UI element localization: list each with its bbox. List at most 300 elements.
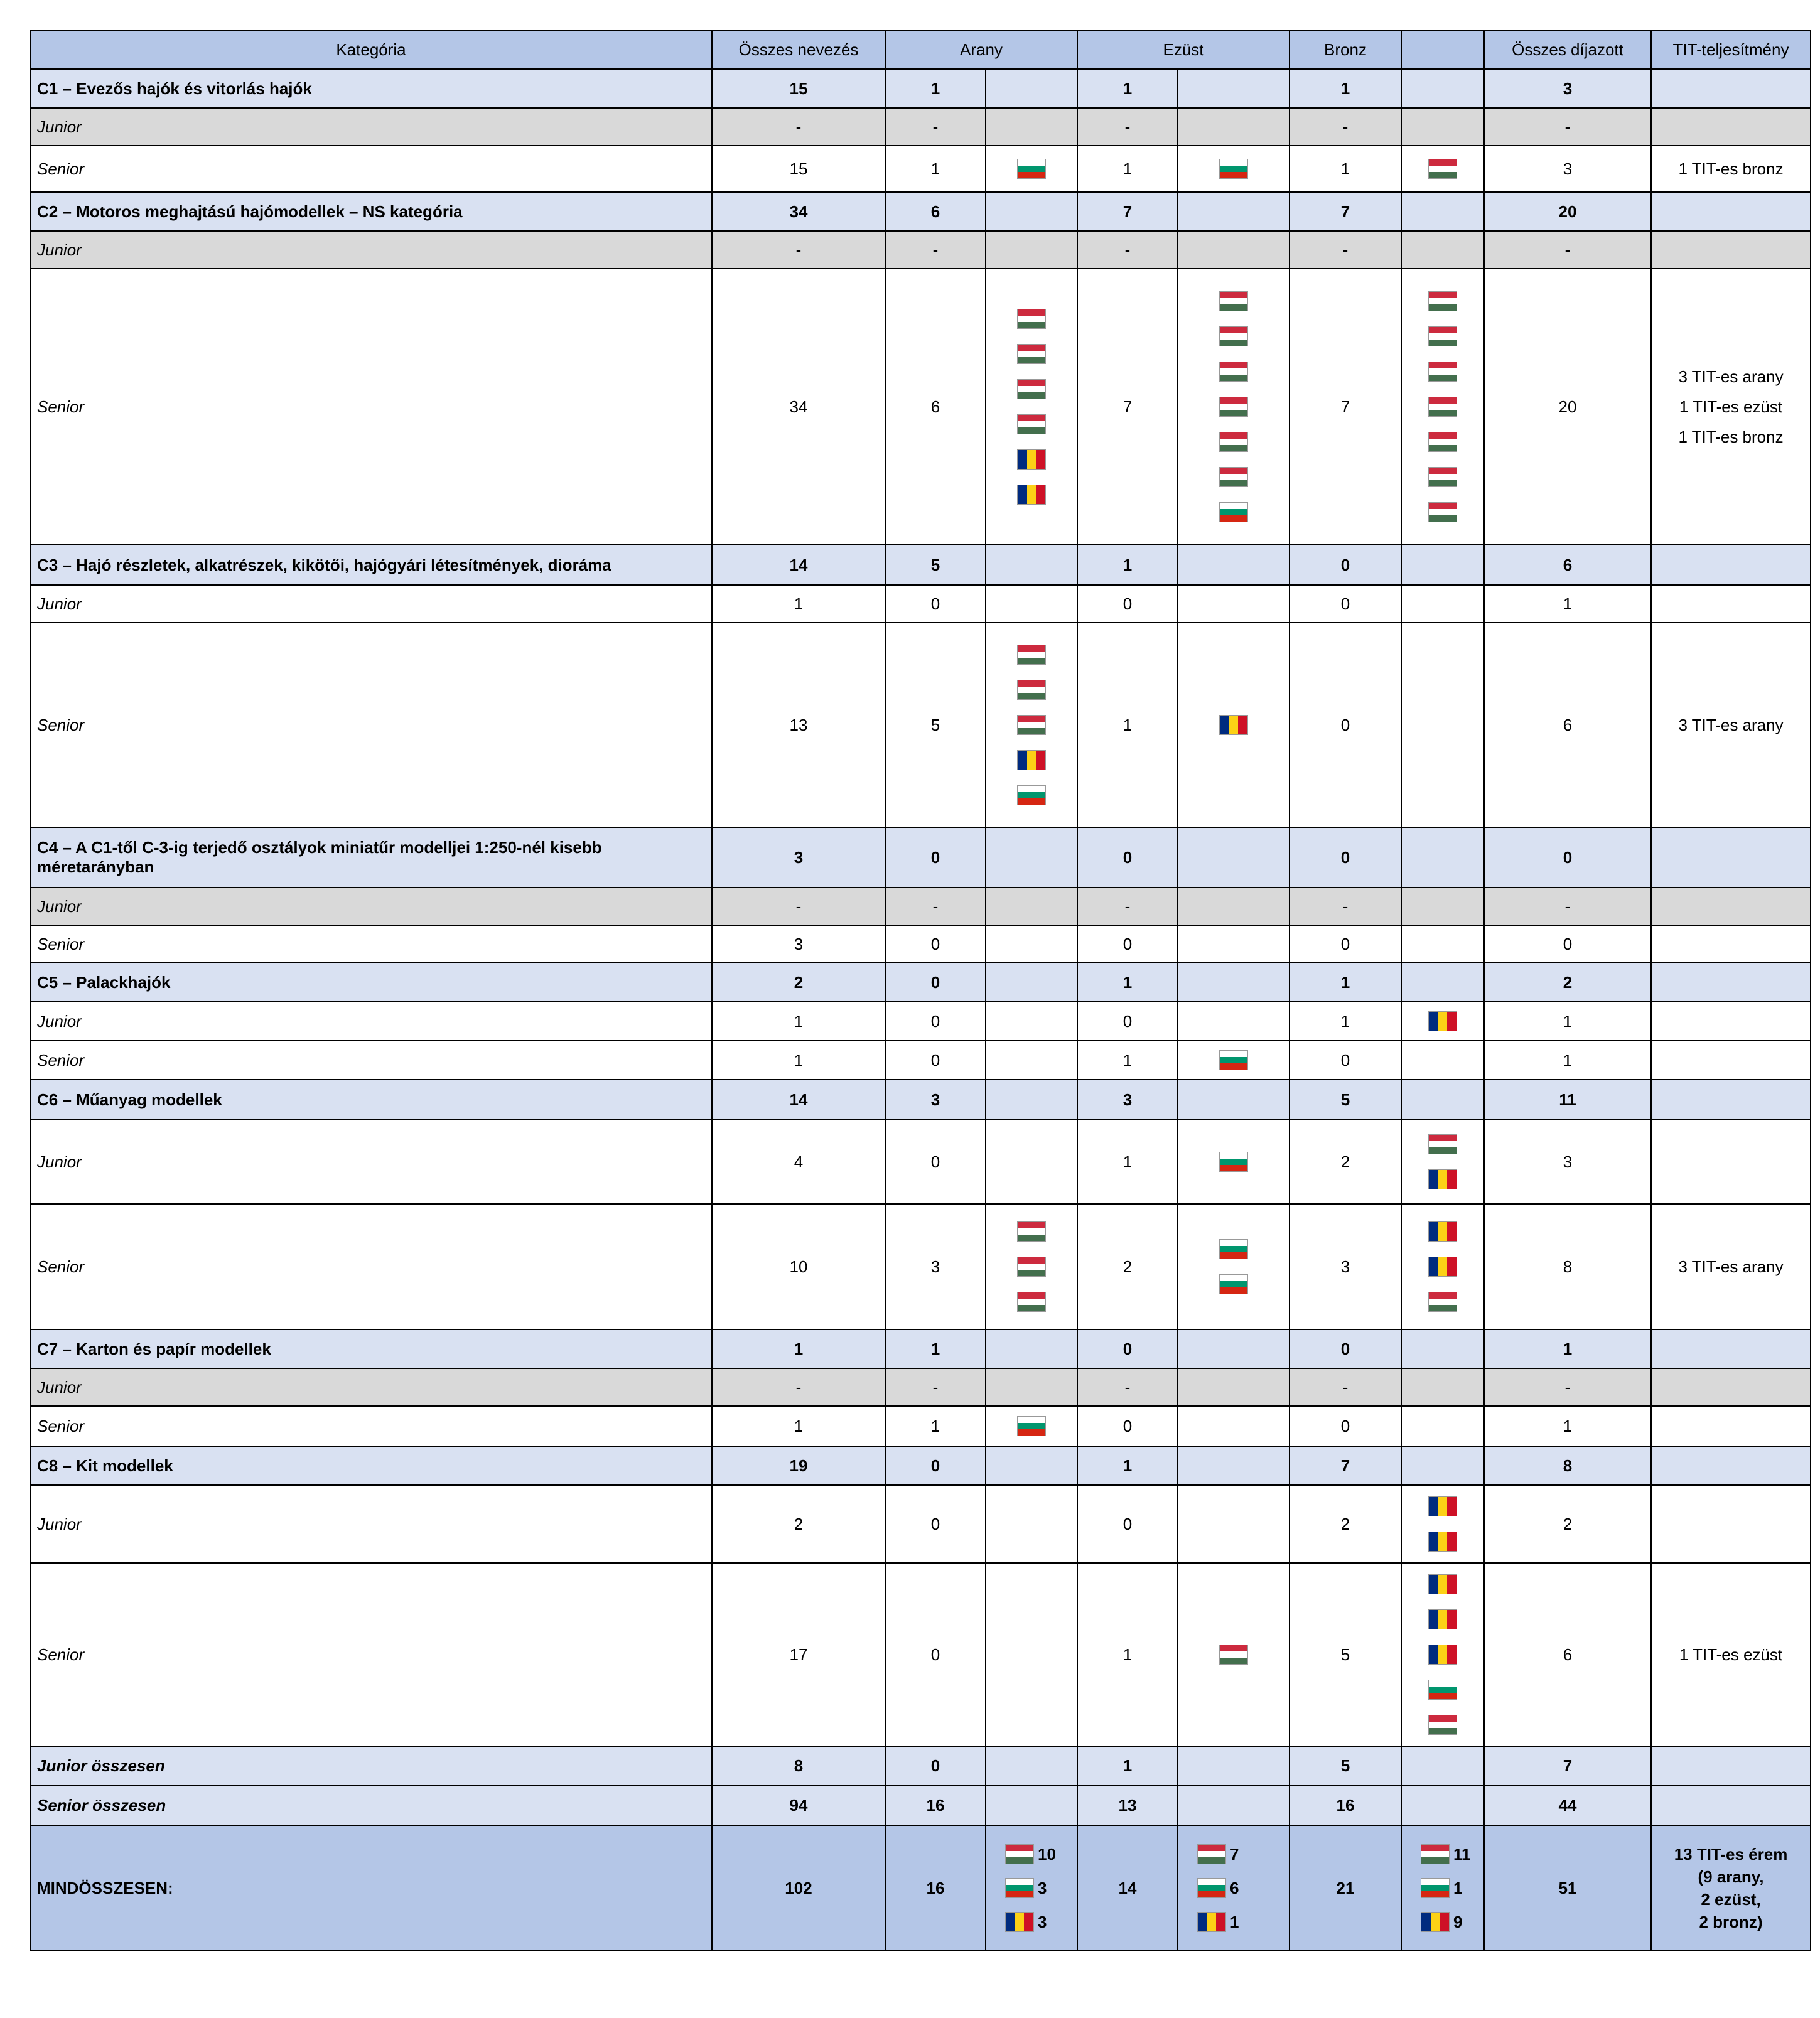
gold-flags — [986, 1785, 1077, 1825]
silver-flags — [1178, 888, 1290, 925]
awarded-count: 44 — [1484, 1785, 1651, 1825]
total-entries: 1 — [712, 1406, 885, 1446]
country-count-stack — [986, 1844, 1077, 1932]
gold-count: 0 — [885, 1563, 986, 1746]
gold-count: 5 — [885, 545, 986, 585]
awarded-count: 3 — [1484, 69, 1651, 108]
gold-flags — [986, 1329, 1077, 1368]
subcategory-row — [30, 888, 1811, 925]
grand-total-label: MINDÖSSZESEN: — [30, 1825, 712, 1951]
tit-achievement — [1651, 545, 1811, 585]
subcategory-row — [30, 1204, 1811, 1329]
tit-achievement — [1651, 231, 1811, 269]
tit-achievement — [1651, 963, 1811, 1002]
hungary-flag — [1197, 1844, 1226, 1864]
flag-stack — [1402, 1011, 1483, 1031]
bronze-count: - — [1290, 1368, 1401, 1406]
silver-flags — [1178, 1446, 1290, 1485]
hungary-flag — [1017, 1292, 1046, 1312]
hungary-flag — [1219, 432, 1248, 452]
tit-achievement — [1651, 1368, 1811, 1406]
bronze-count: 0 — [1290, 1406, 1401, 1446]
total-entries: 19 — [712, 1446, 885, 1485]
tit-line: 1 TIT-es ezüst — [1679, 1645, 1783, 1664]
country-count-value: 9 — [1453, 1912, 1463, 1931]
tit-achievement — [1651, 269, 1811, 545]
awarded-count: 8 — [1484, 1204, 1651, 1329]
silver-count: 1 — [1077, 1446, 1178, 1485]
silver-flags — [1178, 1406, 1290, 1446]
tit-line: 1 TIT-es bronz — [1678, 159, 1784, 178]
gold-flags — [986, 1563, 1077, 1746]
silver-count: 1 — [1077, 545, 1178, 585]
flag-stack — [986, 1416, 1077, 1436]
country-count-value: 7 — [1230, 1844, 1239, 1864]
bronze-count: 0 — [1290, 1041, 1401, 1080]
category-label: Senior — [30, 925, 712, 963]
grand-silver-flags — [1178, 1825, 1290, 1951]
bulgaria-flag — [1197, 1878, 1226, 1898]
silver-flags — [1178, 1204, 1290, 1329]
total-entries: 10 — [712, 1204, 885, 1329]
total-entries: 3 — [712, 827, 885, 888]
silver-count: 0 — [1077, 1002, 1178, 1041]
tit-line: 3 TIT-es arany — [1678, 716, 1784, 734]
category-label: Senior — [30, 269, 712, 545]
awarded-count: 2 — [1484, 963, 1651, 1002]
flag-stack — [1402, 159, 1483, 179]
header-gold: Arany — [885, 30, 1077, 69]
romania-flag — [1428, 1011, 1457, 1031]
subcategory-row — [30, 1120, 1811, 1204]
silver-count: 2 — [1077, 1204, 1178, 1329]
bronze-flags — [1401, 888, 1484, 925]
silver-count: 7 — [1077, 192, 1178, 231]
silver-flags — [1178, 925, 1290, 963]
gold-flags — [986, 888, 1077, 925]
category-row — [30, 1446, 1811, 1485]
flag-stack — [1178, 715, 1289, 735]
subcategory-row — [30, 146, 1811, 192]
tit-achievement — [1651, 888, 1811, 925]
romania-flag — [1219, 715, 1248, 735]
romania-flag — [1428, 1609, 1457, 1629]
country-count-value: 3 — [1038, 1878, 1047, 1897]
tit-achievement — [1651, 925, 1811, 963]
total-entries: 2 — [712, 1485, 885, 1563]
subcategory-row — [30, 231, 1811, 269]
gold-flags — [986, 1080, 1077, 1120]
gold-count: 6 — [885, 269, 986, 545]
awarded-count: 6 — [1484, 1563, 1651, 1746]
romania-flag — [1005, 1912, 1034, 1932]
awarded-count: 8 — [1484, 1446, 1651, 1485]
gold-flags — [986, 925, 1077, 963]
total-entries: 1 — [712, 1041, 885, 1080]
subcategory-row — [30, 108, 1811, 146]
awarded-count: 11 — [1484, 1080, 1651, 1120]
tit-line: 3 TIT-es arany — [1678, 367, 1784, 386]
category-label: Junior — [30, 108, 712, 146]
gold-count: 0 — [885, 925, 986, 963]
total-entries: 15 — [712, 146, 885, 192]
silver-flags — [1178, 1563, 1290, 1746]
bronze-count: 1 — [1290, 69, 1401, 108]
total-entries: 14 — [712, 1080, 885, 1120]
gold-count: 0 — [885, 1120, 986, 1204]
gold-count: 0 — [885, 1746, 986, 1785]
bronze-flags — [1401, 269, 1484, 545]
silver-flags — [1178, 963, 1290, 1002]
bronze-count: - — [1290, 108, 1401, 146]
bronze-flags — [1401, 1785, 1484, 1825]
total-entries: 2 — [712, 963, 885, 1002]
tit-achievement — [1651, 1446, 1811, 1485]
country-count — [1005, 1878, 1047, 1898]
bulgaria-flag — [1219, 1239, 1248, 1259]
category-label: C8 – Kit modellek — [30, 1446, 712, 1485]
silver-count: 1 — [1077, 69, 1178, 108]
header-total: Összes nevezés — [712, 30, 885, 69]
subcategory-row — [30, 1563, 1811, 1746]
category-label: C3 – Hajó részletek, alkatrészek, kikötői, hajógyári létesítmények, dioráma — [30, 545, 712, 585]
silver-count: 0 — [1077, 1485, 1178, 1563]
category-label: Junior — [30, 231, 712, 269]
grand-tit-line: 2 bronz) — [1699, 1913, 1763, 1931]
category-row — [30, 192, 1811, 231]
bronze-count: 0 — [1290, 1329, 1401, 1368]
romania-flag — [1428, 1532, 1457, 1552]
grand-total-entries: 102 — [712, 1825, 885, 1951]
bulgaria-flag — [1421, 1878, 1450, 1898]
gold-flags — [986, 545, 1077, 585]
category-label: C2 – Motoros meghajtású hajómodellek – NS kategória — [30, 192, 712, 231]
category-row — [30, 1329, 1811, 1368]
silver-count: 1 — [1077, 1041, 1178, 1080]
bulgaria-flag — [1219, 1274, 1248, 1294]
category-row — [30, 963, 1811, 1002]
silver-count: 1 — [1077, 623, 1178, 827]
category-row — [30, 545, 1811, 585]
gold-flags — [986, 69, 1077, 108]
flag-stack — [986, 1221, 1077, 1312]
tit-lines — [1658, 154, 1804, 184]
country-count-value: 6 — [1230, 1878, 1239, 1897]
total-entries: - — [712, 888, 885, 925]
silver-count: 13 — [1077, 1785, 1178, 1825]
awarded-count: 6 — [1484, 545, 1651, 585]
total-entries: - — [712, 108, 885, 146]
grand-awarded-count: 51 — [1484, 1825, 1651, 1951]
category-label: C6 – Műanyag modellek — [30, 1080, 712, 1120]
silver-flags — [1178, 1485, 1290, 1563]
romania-flag — [1428, 1645, 1457, 1665]
hungary-flag — [1219, 1645, 1248, 1665]
total-entries: 1 — [712, 585, 885, 623]
silver-flags — [1178, 1120, 1290, 1204]
bronze-flags — [1401, 963, 1484, 1002]
gold-count: - — [885, 888, 986, 925]
flag-stack — [1402, 1574, 1483, 1735]
category-label: Junior — [30, 585, 712, 623]
country-count — [1005, 1912, 1047, 1932]
subcategory-row — [30, 1746, 1811, 1785]
flag-stack — [1178, 159, 1289, 179]
bronze-count: 7 — [1290, 269, 1401, 545]
total-entries: 1 — [712, 1329, 885, 1368]
flag-stack — [986, 309, 1077, 505]
category-label: Senior — [30, 1041, 712, 1080]
category-label: C5 – Palackhajók — [30, 963, 712, 1002]
silver-flags — [1178, 231, 1290, 269]
gold-count: 0 — [885, 1485, 986, 1563]
silver-count: 0 — [1077, 827, 1178, 888]
hungary-flag — [1428, 432, 1457, 452]
bronze-flags — [1401, 1041, 1484, 1080]
category-row — [30, 69, 1811, 108]
tit-achievement — [1651, 1485, 1811, 1563]
hungary-flag — [1017, 344, 1046, 364]
category-label: Senior — [30, 1204, 712, 1329]
gold-flags — [986, 585, 1077, 623]
bulgaria-flag — [1005, 1878, 1034, 1898]
grand-tit-line: 2 ezüst, — [1701, 1890, 1761, 1909]
bronze-flags — [1401, 1746, 1484, 1785]
bulgaria-flag — [1219, 1050, 1248, 1070]
grand-tit-achievement — [1651, 1825, 1811, 1951]
hungary-flag — [1428, 291, 1457, 311]
silver-flags — [1178, 1746, 1290, 1785]
bronze-flags — [1401, 1080, 1484, 1120]
awarded-count: 0 — [1484, 925, 1651, 963]
bronze-count: 2 — [1290, 1120, 1401, 1204]
gold-count: 1 — [885, 1406, 986, 1446]
romania-flag — [1428, 1257, 1457, 1277]
grand-bronze-count: 21 — [1290, 1825, 1401, 1951]
gold-count: - — [885, 231, 986, 269]
bronze-flags — [1401, 925, 1484, 963]
awarded-count: 0 — [1484, 827, 1651, 888]
subcategory-row — [30, 1368, 1811, 1406]
bronze-count: 7 — [1290, 192, 1401, 231]
silver-count: 0 — [1077, 585, 1178, 623]
total-entries: 14 — [712, 545, 885, 585]
hungary-flag — [1219, 397, 1248, 417]
bronze-flags — [1401, 1329, 1484, 1368]
hungary-flag — [1017, 645, 1046, 665]
bronze-count: 5 — [1290, 1080, 1401, 1120]
country-count-value: 10 — [1038, 1844, 1056, 1864]
flag-stack — [1178, 1645, 1289, 1665]
gold-count: 1 — [885, 69, 986, 108]
gold-flags — [986, 1406, 1077, 1446]
country-count — [1421, 1878, 1462, 1898]
subcategory-row — [30, 623, 1811, 827]
bronze-flags — [1401, 545, 1484, 585]
subcategory-row — [30, 1406, 1811, 1446]
country-count-stack — [1178, 1844, 1289, 1932]
category-label: Junior — [30, 1002, 712, 1041]
header-awarded: Összes díjazott — [1484, 30, 1651, 69]
tit-achievement — [1651, 623, 1811, 827]
tit-lines — [1658, 710, 1804, 740]
tit-achievement — [1651, 1746, 1811, 1785]
bronze-count: 1 — [1290, 1002, 1401, 1041]
total-entries: 1 — [712, 1002, 885, 1041]
hungary-flag — [1428, 159, 1457, 179]
silver-flags — [1178, 1080, 1290, 1120]
awarded-count: 1 — [1484, 1041, 1651, 1080]
results-table — [30, 30, 1811, 1951]
tit-achievement — [1651, 1563, 1811, 1746]
hungary-flag — [1017, 414, 1046, 434]
bronze-flags — [1401, 1485, 1484, 1563]
silver-flags — [1178, 1785, 1290, 1825]
hungary-flag — [1017, 309, 1046, 329]
awarded-count: - — [1484, 108, 1651, 146]
tit-line: 3 TIT-es arany — [1678, 1257, 1784, 1276]
awarded-count: 7 — [1484, 1746, 1651, 1785]
bulgaria-flag — [1017, 159, 1046, 179]
awarded-count: 20 — [1484, 269, 1651, 545]
country-count-stack — [1402, 1844, 1483, 1932]
tit-line: 1 TIT-es ezüst — [1679, 397, 1783, 416]
hungary-flag — [1219, 467, 1248, 487]
silver-flags — [1178, 1002, 1290, 1041]
silver-count: 3 — [1077, 1080, 1178, 1120]
silver-count: 1 — [1077, 1746, 1178, 1785]
silver-count: - — [1077, 888, 1178, 925]
flag-stack — [1402, 291, 1483, 522]
gold-flags — [986, 192, 1077, 231]
subcategory-row — [30, 585, 1811, 623]
tit-lines — [1658, 1252, 1804, 1282]
silver-count: - — [1077, 108, 1178, 146]
category-label: Junior összesen — [30, 1746, 712, 1785]
category-label: Junior — [30, 1368, 712, 1406]
bronze-flags — [1401, 1446, 1484, 1485]
gold-flags — [986, 963, 1077, 1002]
flag-stack — [1402, 1134, 1483, 1189]
bronze-flags — [1401, 827, 1484, 888]
silver-flags — [1178, 1041, 1290, 1080]
country-count — [1005, 1844, 1056, 1864]
hungary-flag — [1017, 1221, 1046, 1242]
romania-flag — [1197, 1912, 1226, 1932]
gold-flags — [986, 1368, 1077, 1406]
tit-line: 1 TIT-es bronz — [1678, 427, 1784, 446]
grand-gold-flags — [986, 1825, 1077, 1951]
gold-count: 0 — [885, 827, 986, 888]
hungary-flag — [1421, 1844, 1450, 1864]
header-tit: TIT-teljesítmény — [1651, 30, 1811, 69]
bronze-count: 2 — [1290, 1485, 1401, 1563]
gold-flags — [986, 623, 1077, 827]
gold-flags — [986, 1204, 1077, 1329]
category-row — [30, 827, 1811, 888]
tit-achievement — [1651, 1204, 1811, 1329]
hungary-flag — [1219, 362, 1248, 382]
flag-stack — [1402, 1496, 1483, 1552]
gold-flags — [986, 108, 1077, 146]
flag-stack — [986, 159, 1077, 179]
flag-stack — [986, 645, 1077, 805]
tit-achievement — [1651, 1002, 1811, 1041]
gold-count: - — [885, 1368, 986, 1406]
category-label: C7 – Karton és papír modellek — [30, 1329, 712, 1368]
silver-count: 7 — [1077, 269, 1178, 545]
bronze-flags — [1401, 585, 1484, 623]
grand-tit-line: 13 TIT-es érem — [1674, 1845, 1788, 1864]
header-category: Kategória — [30, 30, 712, 69]
hungary-flag — [1428, 467, 1457, 487]
tit-achievement — [1651, 1120, 1811, 1204]
gold-count: 0 — [885, 1002, 986, 1041]
romania-flag — [1017, 449, 1046, 470]
flag-stack — [1178, 1152, 1289, 1172]
bronze-count: 3 — [1290, 1204, 1401, 1329]
total-entries: 94 — [712, 1785, 885, 1825]
bronze-count: - — [1290, 231, 1401, 269]
awarded-count: 3 — [1484, 1120, 1651, 1204]
category-label: Senior — [30, 146, 712, 192]
gold-flags — [986, 1446, 1077, 1485]
hungary-flag — [1428, 1134, 1457, 1154]
total-entries: 15 — [712, 69, 885, 108]
category-label: Junior — [30, 1120, 712, 1204]
bronze-count: 0 — [1290, 545, 1401, 585]
silver-flags — [1178, 269, 1290, 545]
category-label: Senior összesen — [30, 1785, 712, 1825]
hungary-flag — [1428, 1715, 1457, 1735]
awarded-count: 1 — [1484, 1329, 1651, 1368]
category-label: C4 – A C1-től C-3-ig terjedő osztályok miniatűr modelljei 1:250-nél kisebb méretarányban — [30, 827, 712, 888]
silver-flags — [1178, 69, 1290, 108]
hungary-flag — [1219, 326, 1248, 346]
bulgaria-flag — [1017, 785, 1046, 805]
total-entries: 17 — [712, 1563, 885, 1746]
subcategory-row — [30, 1485, 1811, 1563]
tit-achievement — [1651, 1785, 1811, 1825]
bronze-flags — [1401, 1563, 1484, 1746]
gold-flags — [986, 1120, 1077, 1204]
hungary-flag — [1017, 1257, 1046, 1277]
tit-achievement — [1651, 1080, 1811, 1120]
category-label: Junior — [30, 888, 712, 925]
silver-flags — [1178, 192, 1290, 231]
bronze-flags — [1401, 1368, 1484, 1406]
bronze-count: 5 — [1290, 1746, 1401, 1785]
header-bronze-flags — [1401, 30, 1484, 69]
awarded-count: - — [1484, 1368, 1651, 1406]
tit-achievement — [1651, 146, 1811, 192]
awarded-count: 20 — [1484, 192, 1651, 231]
awarded-count: 1 — [1484, 1002, 1651, 1041]
awarded-count: 3 — [1484, 146, 1651, 192]
hungary-flag — [1428, 502, 1457, 522]
bronze-flags — [1401, 108, 1484, 146]
silver-count: 0 — [1077, 1329, 1178, 1368]
hungary-flag — [1005, 1844, 1034, 1864]
grand-total-row — [30, 1825, 1811, 1951]
total-entries: 34 — [712, 269, 885, 545]
grand-gold-count: 16 — [885, 1825, 986, 1951]
awarded-count: 1 — [1484, 585, 1651, 623]
bronze-count: 0 — [1290, 827, 1401, 888]
country-count — [1421, 1844, 1471, 1864]
total-entries: 4 — [712, 1120, 885, 1204]
tit-lines — [1658, 1640, 1804, 1670]
